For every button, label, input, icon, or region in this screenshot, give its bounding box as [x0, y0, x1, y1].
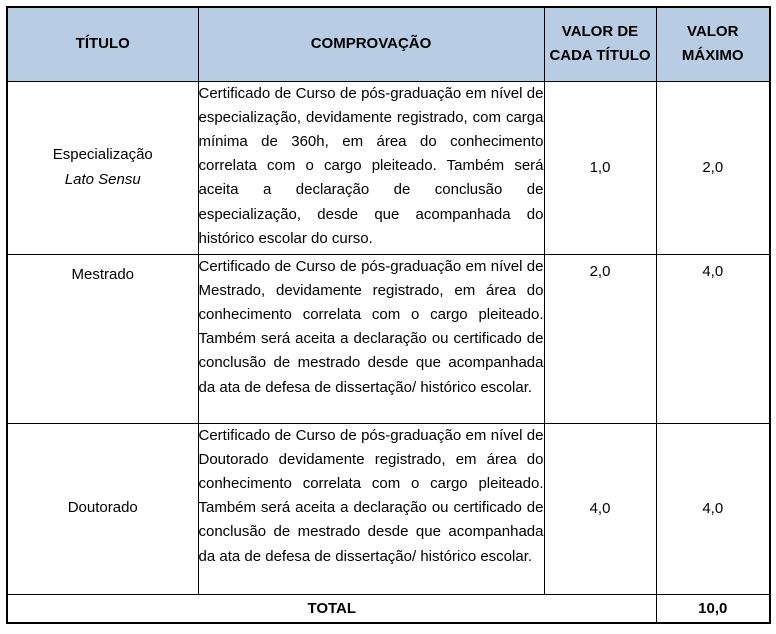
cell-valor-cada-especializacao: 1,0 [544, 81, 656, 254]
cell-valor-maximo-doutorado: 4,0 [656, 423, 770, 594]
titulo-subtext-lato-sensu: Lato Sensu [64, 170, 141, 188]
header-valor-maximo: VALOR MÁXIMO [656, 7, 770, 81]
cell-titulo-doutorado: Doutorado [7, 423, 198, 594]
table-row-doutorado [7, 423, 770, 594]
header-comprovacao: COMPROVAÇÃO [198, 7, 544, 81]
cell-comprovacao-doutorado: Certificado de Curso de pós-graduação em nível de Doutorado devidamente registrado, em área do conhecimento correlata com o cargo pleiteado. Também será aceita a declaração ou certificado de conclusão de mestrado desde que acompanhada da ata de defesa de dissertação/ histórico escolar. [198, 423, 544, 594]
cell-titulo-especializacao [7, 81, 198, 254]
cell-total-value: 10,0 [656, 594, 770, 623]
cell-comprovacao-mestrado: Certificado de Curso de pós-graduação em nível de Mestrado, devidamente registrado, em área do conhecimento correlata com o cargo pleiteado. Também será aceita a declaração ou certificado de conclusão de mestrado desde que acompanhada da ata de defesa de dissertação/ histórico escolar. [198, 254, 544, 423]
table-row-especializacao [7, 81, 770, 254]
table-header-row [7, 7, 770, 81]
cell-valor-maximo-mestrado: 4,0 [656, 254, 770, 423]
cell-comprovacao-especializacao: Certificado de Curso de pós-graduação em nível de especialização, devidamente registrado, com carga mínima de 360h, em área do conhecimento correlata com o cargo pleiteado. Também será aceita a declaração de conclusão de especialização, desde que acompanhada do histórico escolar do curso. [198, 81, 544, 254]
titles-scoring-table [6, 6, 771, 624]
table-row-mestrado [7, 254, 770, 423]
cell-valor-cada-mestrado: 2,0 [544, 254, 656, 423]
header-titulo: TÍTULO [7, 7, 198, 81]
header-valor-cada-titulo: VALOR DE CADA TÍTULO [544, 7, 656, 81]
cell-valor-cada-doutorado: 4,0 [544, 423, 656, 594]
table-total-row [7, 594, 770, 623]
cell-total-label: TOTAL [7, 594, 656, 623]
titulo-text: Especialização [52, 146, 153, 163]
cell-titulo-mestrado: Mestrado [7, 254, 198, 423]
cell-valor-maximo-especializacao: 2,0 [656, 81, 770, 254]
